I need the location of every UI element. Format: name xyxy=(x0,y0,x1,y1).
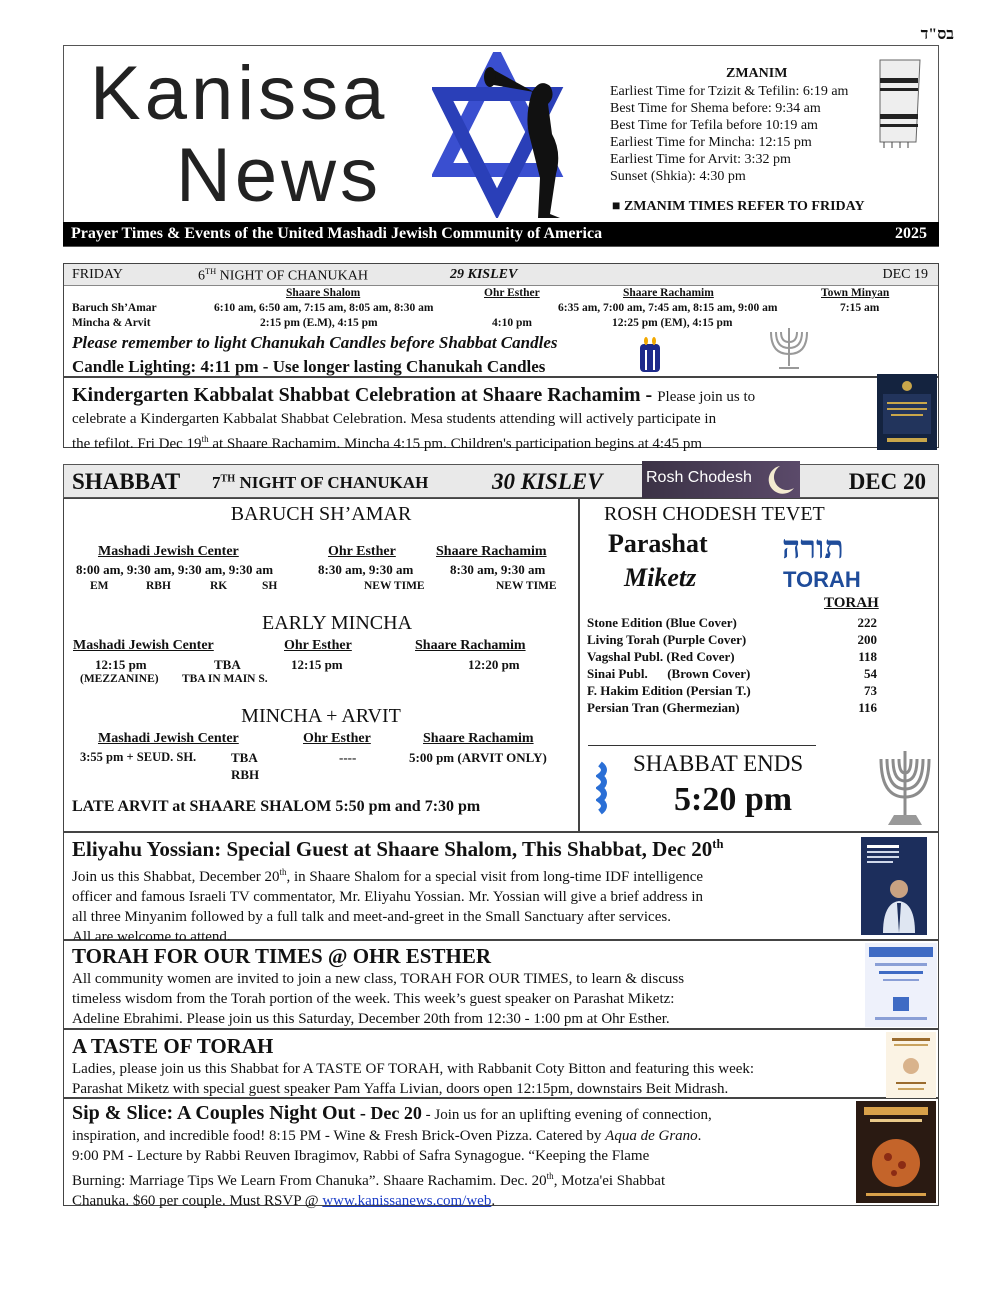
row-mincha-sr: 12:25 pm (EM), 4:15 pm xyxy=(612,317,733,329)
bs-oe-note: NEW TIME xyxy=(364,580,425,592)
shabbat-ends-label: SHABBAT ENDS xyxy=(633,751,804,776)
col-town-minyan: Town Minyan xyxy=(821,287,890,299)
col-ohr-esther: Ohr Esther xyxy=(484,287,540,299)
zmanim-item: Best Time for Shema before: 9:34 am xyxy=(610,101,821,116)
torah-times-body xyxy=(72,969,684,1029)
yossian-title: Eliyahu Yossian: Special Guest at Shaare Shalom, This Shabbat, Dec 20th xyxy=(72,837,724,861)
friday-box xyxy=(63,263,939,377)
parashat-word: Parashat xyxy=(608,529,708,558)
kindergarten-lead: Please join us to xyxy=(657,389,756,405)
menorah-small-icon xyxy=(764,322,814,372)
em-mjc-note1: (MEZZANINE) xyxy=(80,673,159,685)
torah-times-box xyxy=(63,940,939,1029)
zmanim-list xyxy=(610,83,848,185)
row-baruch-town: 7:15 am xyxy=(840,302,880,314)
kindergarten-body xyxy=(72,409,716,454)
edition-row: Stone Edition (Blue Cover) 222 xyxy=(587,615,877,630)
ma-mjc-tba: TBA xyxy=(231,750,258,765)
friday-hebdate: 29 KISLEV xyxy=(450,267,518,282)
sip-body xyxy=(72,1126,701,1211)
chanukah-reminder: Please remember to light Chanukah Candles before Shabbat Candles xyxy=(72,333,558,352)
shabbat-hebdate: 30 KISLEV xyxy=(492,469,603,494)
sip-line: Burning: Marriage Tips We Learn From Chanuka”. Shaare Rachamim. Dec. 20th, Motza'ei Shabbat xyxy=(72,1171,666,1189)
em-sr-time: 12:20 pm xyxy=(468,657,520,672)
late-arvit: LATE ARVIT at SHAARE SHALOM 5:50 pm and 7:30 pm xyxy=(72,798,481,815)
rsvp-link[interactable]: www.kanissanews.com/web xyxy=(322,1193,492,1209)
mincha-arvit-title: MINCHA + ARVIT xyxy=(241,705,401,727)
row-baruch-sr: 6:35 am, 7:00 am, 7:45 am, 8:15 am, 9:00 am xyxy=(558,302,778,314)
ma-mjc-time: 3:55 pm + SEUD. SH. xyxy=(80,750,197,764)
row-mincha-ss: 2:15 pm (E.M), 4:15 pm xyxy=(260,317,378,329)
ma-mjc-rbh: RBH xyxy=(231,767,260,782)
editions-list xyxy=(587,614,877,716)
taste-line: Ladies, please join us this Shabbat for A TASTE OF TORAH, with Rabbanit Coty Bitton and featuring this week: xyxy=(72,1061,755,1077)
zmanim-item: Sunset (Shkia): 4:30 pm xyxy=(610,169,746,184)
sip-line: inspiration, and incredible food! 8:15 PM - Wine & Fresh Brick-Oven Pizza. Catered by Aqua de Grano. xyxy=(72,1128,702,1144)
rosh-chodesh-badge xyxy=(642,461,800,499)
taste-body xyxy=(72,1059,754,1099)
bs-code-rk: RK xyxy=(210,580,228,592)
sip-slice-box xyxy=(63,1098,939,1209)
torah-times-line: All community women are invited to join a new class, TORAH FOR OUR TIMES, to learn & discuss xyxy=(72,971,685,987)
banner-year: 2025 xyxy=(895,225,927,242)
taste-line: Parashat Miketz with special guest speaker Pam Yaffa Livian, doors open 12:15pm, downstairs Beit Midrash. xyxy=(72,1081,729,1097)
torah-times-line: timeless wisdom from the Torah portion of the week. This week’s guest speaker on Parashat Miketz: xyxy=(72,991,675,1007)
zmanim-item: Earliest Time for Tzizit & Tefilin: 6:19 am xyxy=(610,84,849,99)
sip-title-date: - Dec 20 xyxy=(355,1103,422,1123)
rosh-chodesh-text: Rosh Chodesh xyxy=(646,469,752,486)
row-baruch-label: Baruch Sh’Amar xyxy=(72,302,157,314)
bs-code-em: EM xyxy=(90,580,109,592)
yossian-line: Join us this Shabbat, December 20th, in Shaare Shalom for a special visit from long-time IDF intelligence xyxy=(72,867,704,885)
taste-title: A TASTE OF TORAH xyxy=(72,1034,274,1058)
kindergarten-title: Kindergarten Kabbalat Shabbat Celebration at Shaare Rachamim - xyxy=(72,384,658,406)
menorah-icon xyxy=(876,745,934,827)
row-baruch-ss: 6:10 am, 6:50 am, 7:15 am, 8:05 am, 8:30 am xyxy=(214,302,434,314)
yossian-box xyxy=(63,832,939,945)
sip-slice-flyer-image xyxy=(856,1101,936,1203)
ma-mjc-head: Mashadi Jewish Center xyxy=(98,731,239,746)
yossian-body xyxy=(72,862,703,947)
candle-lighting: Candle Lighting: 4:11 pm - Use longer lasting Chanukah Candles xyxy=(72,357,546,376)
zmanim-item: Best Time for Tefila before 10:19 am xyxy=(610,118,818,133)
em-oe-head: Ohr Esther xyxy=(284,638,352,653)
row-mincha-label: Mincha & Arvit xyxy=(72,317,151,329)
torah-col-head: TORAH xyxy=(824,595,879,611)
crescent-moon-icon xyxy=(768,464,798,496)
torah-times-title: TORAH FOR OUR TIMES @ OHR ESTHER xyxy=(72,944,491,968)
bs-oe-times: 8:30 am, 9:30 am xyxy=(318,562,414,577)
blue-candle-icon xyxy=(596,760,612,818)
em-mjc-note2: TBA IN MAIN S. xyxy=(182,673,268,685)
yossian-line: officer and famous Israeli TV commentator, Mr. Eliyahu Yossian. Mr. Yossian will give a brief address in xyxy=(72,889,703,905)
bs-mjc-times: 8:00 am, 9:30 am, 9:30 am, 9:30 am xyxy=(76,562,274,577)
em-mjc-time1: 12:15 pm xyxy=(95,657,147,672)
em-sr-head: Shaare Rachamim xyxy=(415,638,526,653)
early-mincha-title: EARLY MINCHA xyxy=(261,612,413,634)
row-mincha-oe: 4:10 pm xyxy=(492,317,532,329)
torah-english-logo: TORAH xyxy=(783,567,861,592)
rosh-chodesh-title: ROSH CHODESH TEVET xyxy=(604,503,825,525)
friday-day: FRIDAY xyxy=(72,267,123,282)
bs-mjc-head: Mashadi Jewish Center xyxy=(98,544,239,559)
ma-oe-time: ---- xyxy=(339,750,357,765)
shabbat-date: DEC 20 xyxy=(848,469,926,494)
sip-lead: - Join us for an uplifting evening of connection, xyxy=(421,1107,712,1123)
edition-row: F. Hakim Edition (Persian T.) 73 xyxy=(587,683,877,698)
col-shaare-shalom: Shaare Shalom xyxy=(286,287,361,299)
candles-icon xyxy=(636,336,664,372)
ma-oe-head: Ohr Esther xyxy=(303,731,371,746)
yossian-flyer-image xyxy=(861,837,927,935)
yossian-line: all three Minyanim followed by a full talk and meet-and-greet in the Small Sanctuary after services. xyxy=(72,909,671,925)
shabbat-header-bar xyxy=(63,464,939,498)
star-shofar-icon xyxy=(432,52,602,218)
tallit-icon xyxy=(870,56,928,148)
sip-title: Sip & Slice: A Couples Night Out xyxy=(72,1102,356,1124)
edition-row: Sinai Publ. (Brown Cover) 54 xyxy=(587,666,877,681)
taste-box xyxy=(63,1029,939,1098)
shabbat-night: 7TH NIGHT OF CHANUKAH xyxy=(212,473,429,492)
separator-line xyxy=(588,745,816,746)
parasha-name: Miketz xyxy=(624,563,697,592)
hebrew-bsd: בס"ד xyxy=(920,26,954,43)
baruch-title: BARUCH SH’AMAR xyxy=(230,503,412,525)
friday-date: DEC 19 xyxy=(882,267,928,282)
sip-line: 9:00 PM - Lecture by Rabbi Reuven Ibragimov, Rabbi of Safra Synagogue. “Keeping the Flame xyxy=(72,1148,650,1164)
torah-hebrew-logo: תורה xyxy=(782,529,844,565)
kindergarten-flyer-image xyxy=(877,374,937,450)
col-shaare-rachamim: Shaare Rachamim xyxy=(623,287,714,299)
kindergarten-title-line xyxy=(72,384,755,407)
em-oe-time: 12:15 pm xyxy=(291,657,343,672)
shabbat-times-box xyxy=(63,498,579,832)
bs-code-rbh: RBH xyxy=(146,580,171,592)
logo-kanissa: Kanissa xyxy=(90,51,389,136)
parasha-box xyxy=(579,498,939,832)
kindergarten-box xyxy=(63,377,939,452)
ma-sr-head: Shaare Rachamim xyxy=(423,731,534,746)
header-box xyxy=(63,45,939,247)
torah-times-line: Adeline Ebrahimi. Please join us this Saturday, December 20th from 12:30 - 1:00 pm at Ohr Esther. xyxy=(72,1011,670,1027)
yossian-line: All are welcome to attend. xyxy=(72,929,231,945)
zmanim-item: Earliest Time for Arvit: 3:32 pm xyxy=(610,152,791,167)
sip-line: Chanuka. $60 per couple. Must RSVP @ www.kanissanews.com/web. xyxy=(72,1193,496,1209)
em-mjc-head: Mashadi Jewish Center xyxy=(73,638,214,653)
zmanim-title: ZMANIM xyxy=(726,66,788,81)
bs-code-sh: SH xyxy=(262,580,278,592)
kindergarten-line: the tefilot. Fri Dec 19th at Shaare Rachamim. Mincha 4:15 pm. Children's participation begins at 4:45 pm xyxy=(72,434,703,452)
em-mjc-time2: TBA xyxy=(214,657,241,672)
kindergarten-line: celebrate a Kindergarten Kabbalat Shabbat Celebration. Mesa students attending will actively participate in xyxy=(72,411,717,427)
sip-title-line xyxy=(72,1102,712,1125)
shabbat-ends-time: 5:20 pm xyxy=(674,781,793,818)
taste-flyer-image xyxy=(886,1032,936,1098)
bs-oe-head: Ohr Esther xyxy=(328,544,396,559)
zmanim-item: Earliest Time for Mincha: 12:15 pm xyxy=(610,135,812,150)
zmanim-note: ■ ZMANIM TIMES REFER TO FRIDAY xyxy=(612,199,865,214)
torah-times-flyer-image xyxy=(865,943,937,1027)
edition-row: Vagshal Publ. (Red Cover) 118 xyxy=(587,649,877,664)
ma-sr-time: 5:00 pm (ARVIT ONLY) xyxy=(409,750,547,765)
header-banner xyxy=(63,222,939,246)
friday-night: 6TH NIGHT OF CHANUKAH xyxy=(198,267,368,284)
friday-header-bar xyxy=(64,264,938,286)
shabbat-day: SHABBAT xyxy=(72,469,181,494)
bs-sr-note: NEW TIME xyxy=(496,580,557,592)
banner-text: Prayer Times & Events of the United Mashadi Jewish Community of America xyxy=(71,225,603,242)
bs-sr-head: Shaare Rachamim xyxy=(436,544,547,559)
bs-sr-times: 8:30 am, 9:30 am xyxy=(450,562,546,577)
edition-row: Living Torah (Purple Cover) 200 xyxy=(587,632,877,647)
logo-news: News xyxy=(176,133,383,218)
edition-row: Persian Tran (Ghermezian) 116 xyxy=(587,700,877,715)
